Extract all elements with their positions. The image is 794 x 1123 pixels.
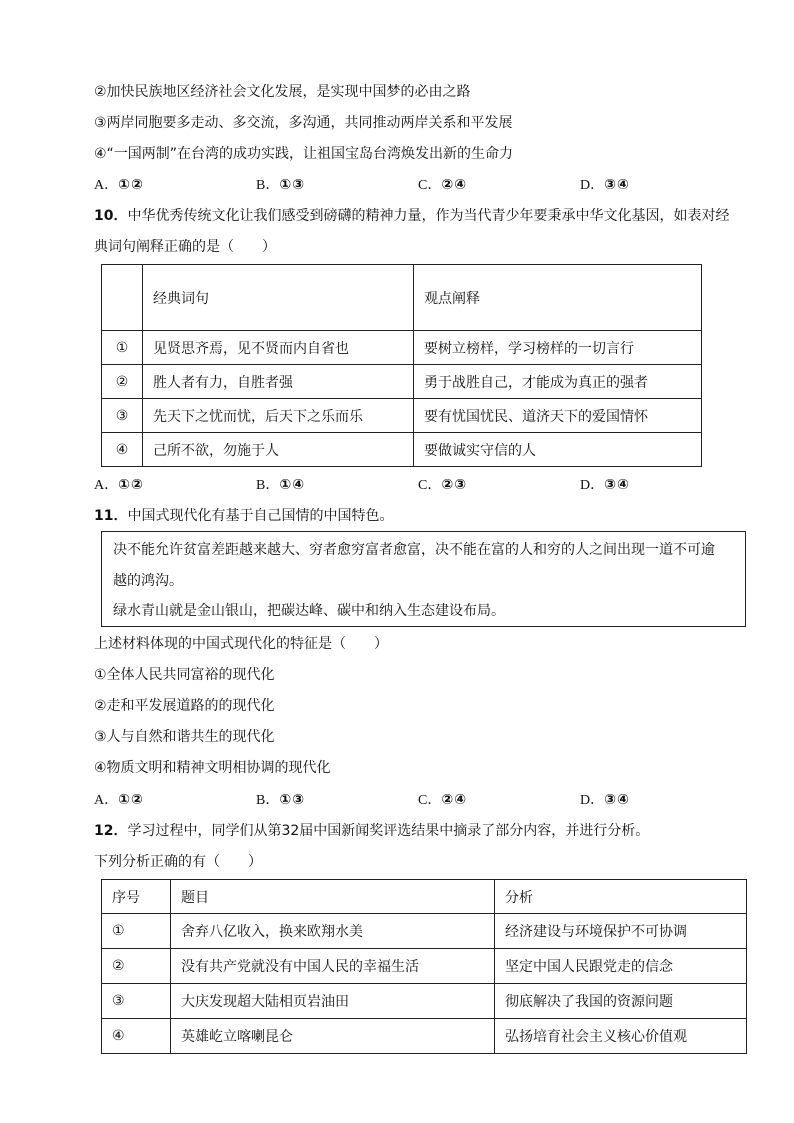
table-cell: 勇于战胜自己，才能成为真正的强者: [414, 365, 702, 399]
table-cell: ②: [102, 949, 171, 984]
q11-material-box: [101, 531, 746, 627]
q10-number: 10．: [94, 208, 128, 224]
table-cell: 要做诚实守信的人: [414, 433, 702, 467]
table-cell: 没有共产党就没有中国人民的幸福生活: [171, 949, 495, 984]
q11-item-3: ③人与自然和谐共生的现代化: [94, 729, 275, 745]
table-cell: 经济建设与环境保护不可协调: [495, 914, 747, 949]
q10-choice-a[interactable]: A．①②: [94, 477, 144, 493]
q11-choices: [94, 790, 714, 810]
q11-choice-c[interactable]: C．②④: [418, 792, 468, 808]
q11-item-1: ①全体人民共同富裕的现代化: [94, 667, 275, 683]
q11-item-2: ②走和平发展道路的的现代化: [94, 698, 275, 714]
table-header-cell: [102, 265, 143, 331]
q11-choice-d[interactable]: D．③④: [580, 792, 630, 808]
table-cell: 大庆发现超大陆相页岩油田: [171, 984, 495, 1019]
q11-item-4: ④物质文明和精神文明相协调的现代化: [94, 760, 331, 776]
q10-choice-c[interactable]: C．②③: [418, 477, 468, 493]
q9-choice-c[interactable]: C．②④: [418, 177, 468, 193]
table-row: [102, 433, 702, 467]
table-cell: ②: [102, 365, 143, 399]
q10-stem-text: 中华优秀传统文化让我们感受到磅礴的精神力量，作为当代青少年要秉承中华文化基因，如表对经: [127, 208, 730, 224]
q11-question: 上述材料体现的中国式现代化的特征是（ ）: [94, 636, 388, 652]
table-header-cell: 观点阐释: [414, 265, 702, 331]
q11-stem: [94, 506, 393, 526]
table-cell: 彻底解决了我国的资源问题: [495, 984, 747, 1019]
table-header-cell: 分析: [495, 880, 747, 914]
table-header-cell: 题目: [171, 880, 495, 914]
q11-choice-a[interactable]: A．①②: [94, 792, 144, 808]
table-cell: ③: [102, 399, 143, 433]
table-row: [102, 365, 702, 399]
q12-table: [101, 879, 747, 1054]
q9-item-3: ③两岸同胞要多走动、多交流，多沟通，共同推动两岸关系和平发展: [94, 115, 513, 131]
table-row: [102, 331, 702, 365]
table-row: [102, 1019, 747, 1054]
table-header-row: [102, 880, 747, 914]
table-header-row: [102, 265, 702, 331]
table-cell: ④: [102, 1019, 171, 1054]
q10-stem-line1: [94, 206, 729, 226]
table-header-cell: 序号: [102, 880, 171, 914]
q9-choice-a[interactable]: A．①②: [94, 177, 144, 193]
q9-item-2: ②加快民族地区经济社会文化发展，是实现中国梦的必由之路: [94, 84, 471, 100]
table-cell: 胜人者有力，自胜者强: [143, 365, 414, 399]
q9-choice-b[interactable]: B．①③: [256, 177, 306, 193]
table-cell: 坚定中国人民跟党走的信念: [495, 949, 747, 984]
table-row: [102, 984, 747, 1019]
table-cell: 己所不欲，勿施于人: [143, 433, 414, 467]
q9-choices: [94, 175, 714, 195]
table-cell: ④: [102, 433, 143, 467]
q9-choice-d[interactable]: D．③④: [580, 177, 630, 193]
q10-stem-line2: 典词句阐释正确的是（ ）: [94, 239, 276, 255]
table-row: [102, 949, 747, 984]
table-cell: 弘扬培育社会主义核心价值观: [495, 1019, 747, 1054]
table-header-cell: 经典词句: [143, 265, 414, 331]
table-cell: 要树立榜样，学习榜样的一切言行: [414, 331, 702, 365]
table-row: [102, 914, 747, 949]
q11-choice-b[interactable]: B．①③: [256, 792, 306, 808]
q12-number: 12．: [94, 823, 128, 839]
q11-material-line: 越的鸿沟。: [113, 573, 183, 589]
table-cell: 先天下之忧而忧，后天下之乐而乐: [143, 399, 414, 433]
q12-question: 下列分析正确的有（ ）: [94, 854, 262, 870]
q9-item-4: ④“一国两制”在台湾的成功实践，让祖国宝岛台湾焕发出新的生命力: [94, 146, 514, 162]
table-cell: 舍弃八亿收入，换来欧翔水美: [171, 914, 495, 949]
table-cell: ①: [102, 331, 143, 365]
q11-stem-text: 中国式现代化有基于自己国情的中国特色。: [127, 508, 394, 524]
q10-choice-b[interactable]: B．①④: [256, 477, 306, 493]
table-row: [102, 399, 702, 433]
q10-choices: [94, 475, 714, 495]
table-cell: 要有忧国忧民、道济天下的爱国情怀: [414, 399, 702, 433]
q10-choice-d[interactable]: D．③④: [580, 477, 630, 493]
q12-stem-text: 学习过程中，同学们从第32届中国新闻奖评选结果中摘录了部分内容，并进行分析。: [127, 823, 650, 839]
table-cell: 见贤思齐焉，见不贤而内自省也: [143, 331, 414, 365]
q11-material-line: 绿水青山就是金山银山，把碳达峰、碳中和纳入生态建设布局。: [113, 603, 505, 619]
q11-material-line: 决不能允许贫富差距越来越大、穷者愈穷富者愈富，决不能在富的人和穷的人之间出现一道不可逾: [113, 542, 715, 558]
q12-stem: [94, 821, 649, 841]
table-cell: 英雄屹立喀喇昆仑: [171, 1019, 495, 1054]
q10-table: [101, 264, 702, 467]
q11-number: 11．: [94, 508, 128, 524]
table-cell: ①: [102, 914, 171, 949]
table-cell: ③: [102, 984, 171, 1019]
